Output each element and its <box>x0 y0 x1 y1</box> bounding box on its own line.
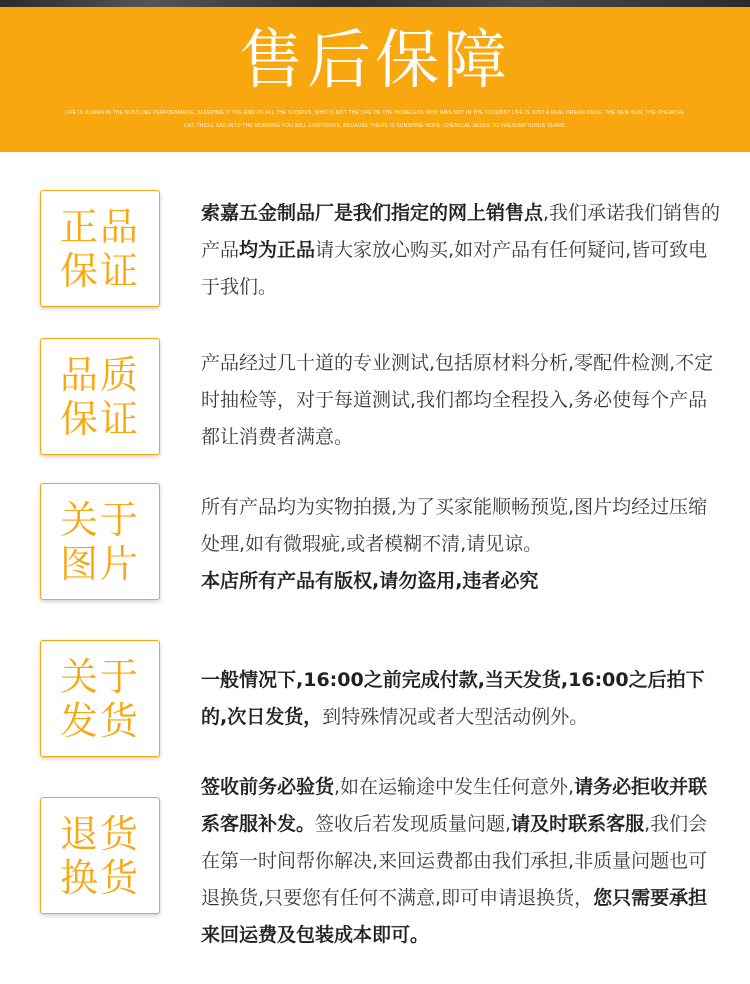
label-line-1: 退货 <box>59 811 140 856</box>
label-line-1: 关于 <box>59 497 140 542</box>
text-bold: 您只需要承担来回运费及包装成本即可。 <box>201 887 708 946</box>
text-bold: 均为正品 <box>239 239 316 261</box>
label-line-2: 发货 <box>59 698 140 743</box>
text-bold: 一般情况下,16:00之前完成付款,当天发货,16:00之后拍下的,次日发货， <box>201 669 705 728</box>
label-line-2: 保证 <box>59 248 140 293</box>
section-text: 产品经过几十道的专业测试,包括原材料分析,零配件检测,不定时抽检等，对于每道测试,我们都均全程投入,务必使每个产品都让消费者满意。 <box>201 352 714 448</box>
text-plain: 所有产品均为实物拍摄,为了买家能顺畅预览,图片均经过压缩处理,如有微瑕疵,或者模糊不清,请见谅。 <box>201 496 708 555</box>
section-text <box>201 662 726 736</box>
text-plain: ,我们会在第一时间帮你解决,来回运费都由我们承担,非质量问题也可退换货,只要您有任何不满意,即可申请退换货， <box>201 813 708 909</box>
banner-subtitle: LIFE IS HUMAN IN THE BUSTLING PERFORMANCE, SLEEPING IT THE END OF ALL THE STORIES, WHO IS NOT THE LIFE OF THE HOMELESS WHO WAS NOT IN THE CLOUDS? LIFE IS JUST A REAL DREAM ONCE. THE NEW SUN, THE CHEMICAL CAT, THESE SAD INTO THE MORNING YOU WILL EVAPORATE, BECAUSE THERE IS SUNSHINE HOPE, CHEMICAL SEEDS TO PRESUMPTUOUS YEARS. <box>65 110 685 129</box>
top-texture-strip <box>0 0 750 7</box>
label-line-1: 品质 <box>59 352 140 397</box>
text-plain: ,我们承诺我们销售的产品 <box>201 202 721 261</box>
section-text <box>201 195 726 306</box>
copyright-notice: 本店所有产品有版权,请勿盗用,违者必究 <box>201 570 539 592</box>
label-box-shipping <box>40 640 160 757</box>
label-line-1: 正品 <box>59 204 140 249</box>
text-plain: 签收后若发现质量问题, <box>315 813 512 835</box>
label-line-2: 图片 <box>59 541 140 586</box>
page-title: 售后保障 <box>239 24 511 98</box>
text-plain: 到特殊情况或者大型活动例外。 <box>322 706 589 728</box>
label-line-1: 关于 <box>59 654 140 699</box>
text-plain: ,如在运输途中发生任何意外, <box>334 776 575 798</box>
label-box-quality <box>40 338 160 455</box>
text-plain: 请大家放心购买,如对产品有任何疑问,皆可致电于我们。 <box>201 239 708 298</box>
header-banner <box>0 7 750 152</box>
text-bold: 签收前务必验货 <box>201 776 335 798</box>
text-bold: 请务必拒收并联系客服补发。 <box>201 776 708 835</box>
label-box-genuine <box>40 190 160 307</box>
label-box-images <box>40 483 160 600</box>
label-box-returns <box>40 797 160 914</box>
text-bold: 索嘉五金制品厂是我们指定的网上销售点 <box>201 202 544 224</box>
label-line-2: 保证 <box>59 396 140 441</box>
label-line-2: 换货 <box>59 855 140 900</box>
section-text <box>201 769 726 954</box>
text-bold: 请及时联系客服 <box>511 813 645 835</box>
section-text <box>201 489 726 600</box>
